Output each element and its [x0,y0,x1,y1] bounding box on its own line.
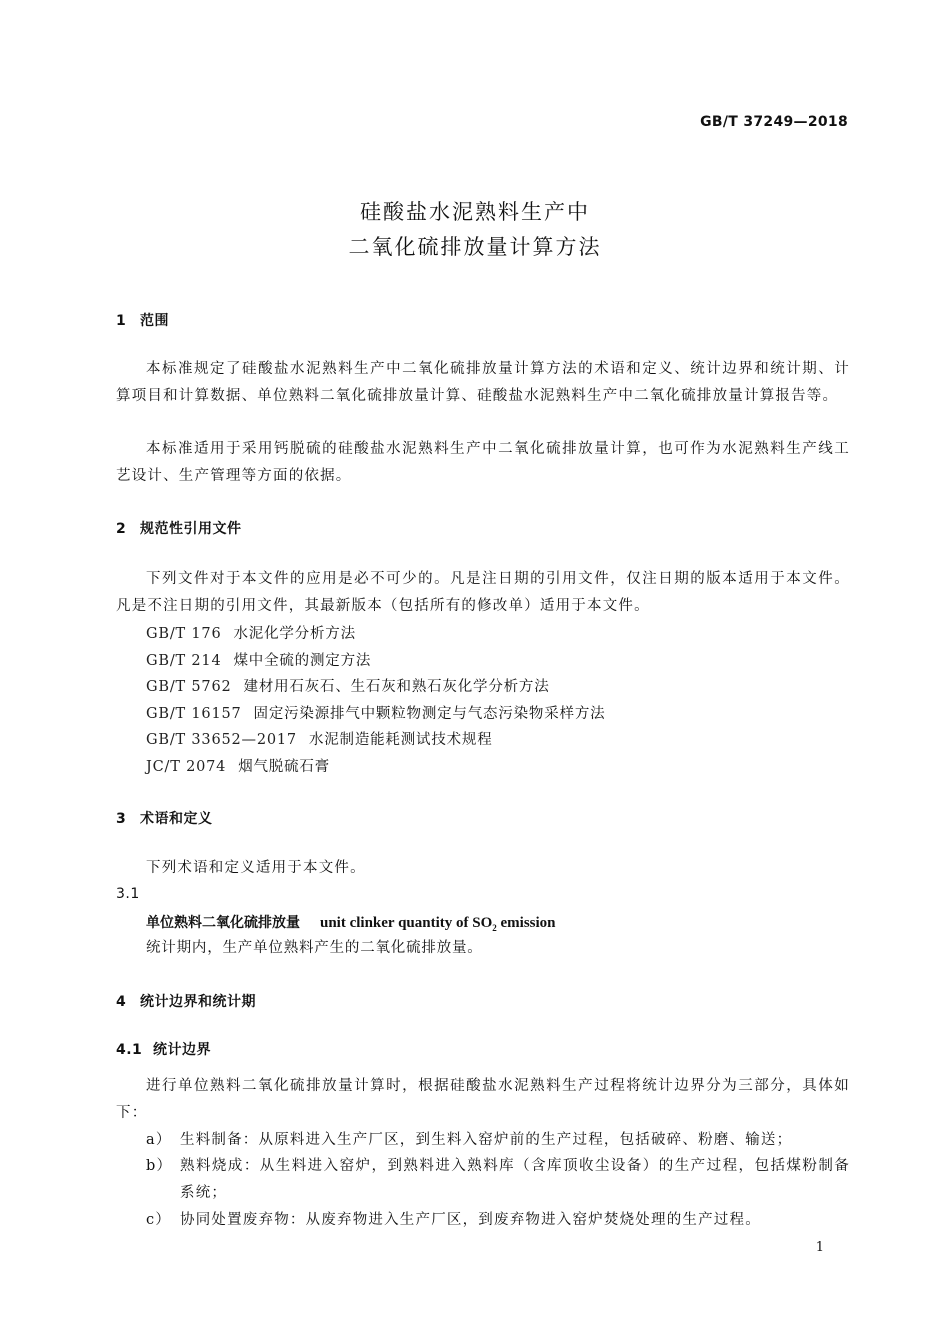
list-item-text: 熟料烧成：从生料进入窑炉，到熟料进入熟料库（含库顶收尘设备）的生产过程，包括煤粉制备系统； [180,1158,850,1201]
subsection-4-1-heading [116,1039,211,1059]
term-entry [146,912,556,933]
term-number: 3.1 [116,886,140,902]
section-number: 3 [116,811,127,827]
section-3-paragraph-1: 下列术语和定义适用于本文件。 [146,860,366,876]
subsection-title: 统计边界 [153,1042,211,1058]
list-item-label: c） [146,1212,172,1228]
reference-code: GB/T 214 [146,653,222,669]
section-2-heading [116,518,242,538]
term-definition: 统计期内，生产单位熟料产生的二氧化硫排放量。 [146,940,483,956]
section-number: 1 [116,313,127,329]
reference-title: 固定污染源排气中颗粒物测定与气态污染物采样方法 [253,706,606,722]
normative-reference [146,728,493,749]
reference-code: GB/T 33652—2017 [146,732,297,748]
section-title: 术语和定义 [140,811,213,827]
term-english: unit clinker quantity of $SO_2$ emission [320,915,556,933]
list-item [146,1153,850,1206]
section-4-heading [116,991,256,1011]
section-title: 范围 [140,313,169,329]
reference-title: 水泥制造能耗测试技术规程 [308,732,493,748]
reference-title: 水泥化学分析方法 [233,626,356,642]
reference-code: JC/T 2074 [146,759,227,775]
list-item-label: a） [146,1132,172,1148]
section-1-heading [116,310,169,330]
list-item-label: b） [146,1158,173,1174]
list-item [146,1207,850,1234]
section-number: 4 [116,994,127,1010]
section-1-paragraph-1: 本标准规定了硅酸盐水泥熟料生产中二氧化硫排放量计算方法的术语和定义、统计边界和统计期、计算项目和计算数据、单位熟料二氧化硫排放量计算、硅酸盐水泥熟料生产中二氧化硫排放量计算报告等。 [116,361,850,404]
subsection-number: 4.1 [116,1042,143,1058]
section-2-paragraph-1: 下列文件对于本文件的应用是必不可少的。凡是注日期的引用文件，仅注日期的版本适用于本文件。凡是不注日期的引用文件，其最新版本（包括所有的修改单）适用于本文件。 [116,571,850,614]
title-line-2: 二氧化硫排放量计算方法 [348,235,602,259]
term-chinese: 单位熟料二氧化硫排放量 [146,915,300,931]
list-item-text: 协同处置废弃物：从废弃物进入生产厂区，到废弃物进入窑炉焚烧处理的生产过程。 [180,1212,761,1228]
section-title: 规范性引用文件 [140,521,242,537]
reference-title: 建材用石灰石、生石灰和熟石灰化学分析方法 [243,679,550,695]
normative-reference [146,675,550,696]
reference-code: GB/T 176 [146,626,222,642]
normative-reference [146,622,356,643]
reference-code: GB/T 5762 [146,679,232,695]
normative-reference [146,702,605,723]
section-3-heading [116,808,213,828]
normative-reference [146,755,330,776]
section-4-paragraph-1: 进行单位熟料二氧化硫排放量计算时，根据硅酸盐水泥熟料生产过程将统计边界分为三部分，具体如下： [116,1078,850,1121]
reference-title: 烟气脱硫石膏 [238,759,330,775]
section-title: 统计边界和统计期 [140,994,256,1010]
page-number: 1 [815,1240,824,1255]
section-number: 2 [116,521,127,537]
section-1-paragraph-2: 本标准适用于采用钙脱硫的硅酸盐水泥熟料生产中二氧化硫排放量计算，也可作为水泥熟料生产线工艺设计、生产管理等方面的依据。 [116,441,850,484]
reference-code: GB/T 16157 [146,706,242,722]
normative-reference [146,649,371,670]
list-item-text: 生料制备：从原料进入生产厂区，到生料入窑炉前的生产过程，包括破碎、粉磨、输送； [180,1132,793,1148]
document-number: GB/T 37249—2018 [700,114,848,130]
title-line-1: 硅酸盐水泥熟料生产中 [360,200,590,224]
reference-title: 煤中全硫的测定方法 [233,653,372,669]
list-item [146,1127,850,1154]
